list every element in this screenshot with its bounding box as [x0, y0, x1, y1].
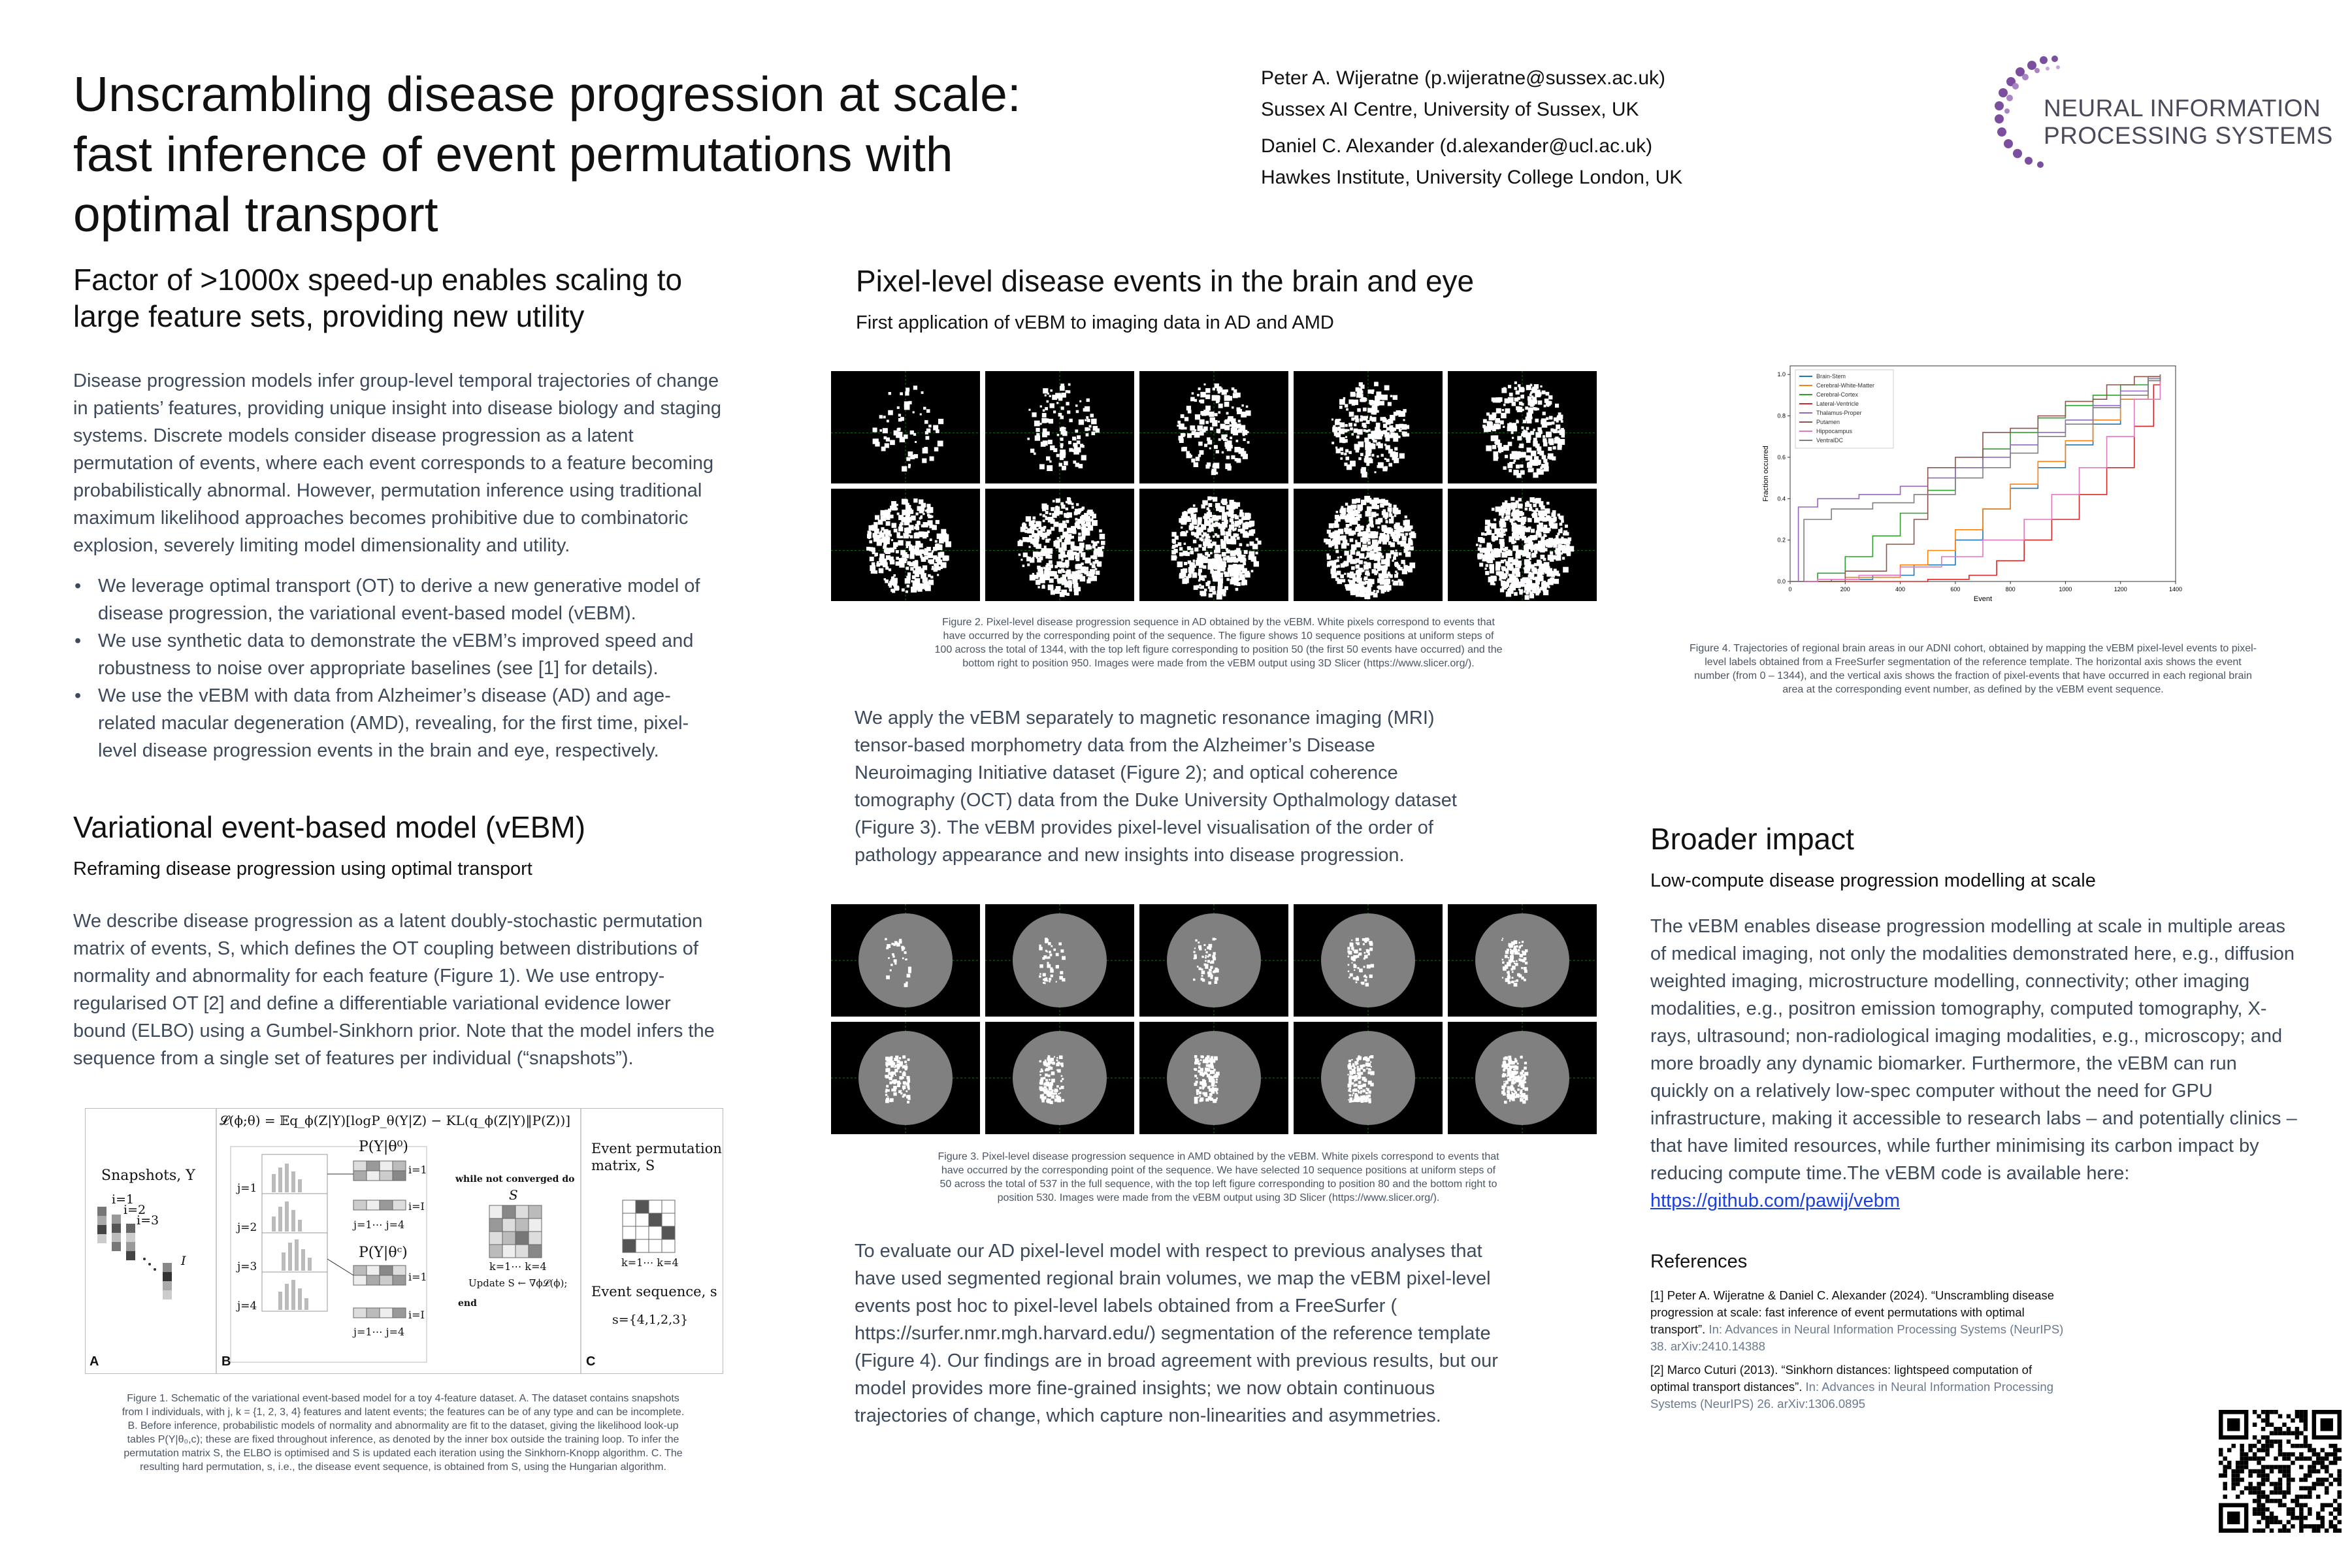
section-subheading-impact: Low-compute disease progression modelling at scale — [1650, 870, 2096, 891]
legend-entry: Lateral-Ventricle — [1816, 400, 1859, 407]
bullet-item: • We leverage optimal transport (OT) to derive a new generative model of disease progression, the variational event-based model (vEBM). — [73, 572, 727, 627]
j2-label: j=2 — [237, 1221, 257, 1234]
ref-line: Systems (NeurIPS) 26. arXiv:1306.0895 — [1650, 1397, 1866, 1411]
x-tick-label: 1000 — [2059, 586, 2072, 593]
x-tick-label: 1400 — [2168, 586, 2182, 593]
caption-line: Figure 4. Trajectories of regional brain areas in our ADNI cohort, obtained by mapping the vEBM pixel-level events to pixel- — [1690, 643, 2257, 654]
section-heading-impact: Broader impact — [1650, 822, 1854, 856]
brain-panel — [985, 371, 1134, 483]
heading-line-2: large feature sets, providing new utility — [73, 299, 585, 333]
neurips-logo-text — [2044, 95, 2333, 150]
brain-panel — [1294, 489, 1443, 601]
snapshots-label: Snapshots, Y — [101, 1168, 195, 1184]
eye-panel — [1294, 1022, 1443, 1134]
title-line-2: fast inference of event permutations with — [73, 127, 953, 182]
evperm-line-1: Event permutation — [591, 1141, 722, 1156]
logo-line-2: PROCESSING SYSTEMS — [2044, 122, 2333, 149]
heading-line-1: Factor of >1000x speed-up enables scaling to — [73, 263, 683, 297]
references — [1650, 1251, 2147, 1413]
i-eq-1-label: i=1 — [408, 1164, 427, 1176]
section-heading-speedup — [73, 261, 727, 335]
vebm-paragraph: We describe disease progression as a latent doubly-stochastic permutation matrix of events, S, which defines the OT coupling between distributions of normality and abnormality for each feature (Figure 1). We use entropy-regularised OT [2] and define a differentiable variational evidence lower bound (ELBO) using a Gumbel-Sinkhorn prior. Note that the model infers the sequence from a single set of features per individual (“snapshots”). — [73, 911, 715, 1069]
legend-entry: Thalamus-Proper — [1816, 410, 1862, 416]
caption-line: have occurred by the corresponding point of the sequence. The figure shows 10 sequence positions at uniform steps of — [943, 630, 1494, 642]
section-heading-vebm: Variational event-based model (vEBM) — [73, 810, 586, 844]
ref-line: progression at scale: fast inference of event permutations with optimal — [1650, 1305, 2025, 1319]
loop-while-label: while not converged do — [455, 1174, 575, 1184]
x-tick-label: 800 — [2005, 586, 2016, 593]
legend-entry: Hippocampus — [1816, 428, 1853, 434]
eye-panel — [985, 904, 1134, 1017]
i-eq-1-label: i=1 — [408, 1271, 427, 1283]
caption-line: tables P(Y|θ₀,c); these are fixed throughout inference, as denoted by the inner box outside the training loop. To infer the — [127, 1434, 679, 1445]
caption-line: Figure 2. Pixel-level disease progression sequence in AD obtained by the vEBM. White pixels correspond to events that — [942, 617, 1495, 628]
section-heading-pixel: Pixel-level disease events in the brain and eye — [856, 264, 1475, 298]
ref-venue: In: Advances in Neural Information Processing Systems (NeurIPS) — [1705, 1322, 2064, 1336]
panel-label-c: C — [586, 1354, 596, 1369]
ref-line: [2] Marco Cuturi (2013). “Sinkhorn distances: lightspeed computation of — [1650, 1363, 2033, 1377]
panel-label-b: B — [221, 1354, 231, 1369]
j4-label: j=4 — [237, 1299, 257, 1313]
reference-2 — [1650, 1362, 2147, 1413]
brain-panel — [1139, 489, 1288, 601]
chart-legend — [1795, 370, 1893, 448]
brain-panel — [831, 489, 980, 601]
y-axis-label: Fraction occurred — [1762, 446, 1770, 502]
impact-paragraph — [1650, 913, 2297, 1215]
caption-line: from I individuals, with j, k = {1, 2, 3, 4} features and latent events; the features can be of any type and can be incomplete. — [122, 1407, 685, 1418]
event-sequence-label: Event sequence, s — [591, 1284, 717, 1299]
author-1-name: Peter A. Wijeratne (p.wijeratne@sussex.ac.uk) — [1261, 67, 1666, 89]
figure-3-drawing — [831, 904, 1602, 1134]
i3-label: i=3 — [137, 1213, 159, 1228]
evaluation-paragraph: To evaluate our AD pixel-level model with respect to previous analyses that have used segmented regional brain volumes, we map the vEBM pixel-level events post hoc to pixel-level labels obtained from a FreeSurfer ( https://surfer.nmr.mgh.harvard.edu/) segmentation of the reference template (Figure 4). Our findings are in broad agreement with previous results, but our model provides more fine-grained insights; we now obtain continuous trajectories of change, which capture non-linearities and asymmetries. — [855, 1241, 1498, 1426]
author-2-name: Daniel C. Alexander (d.alexander@ucl.ac.uk) — [1261, 135, 1653, 157]
y-tick-label: 0.6 — [1777, 453, 1786, 461]
caption-line: number (from 0 – 1344), and the vertical axis shows the fraction of pixel-events that have occurred in each regional brain — [1694, 670, 2252, 681]
section-subheading-pixel: First application of vEBM to imaging data in AD and AMD — [856, 312, 1334, 333]
eye-panel — [1448, 904, 1597, 1017]
s-matrix-label: S — [509, 1187, 518, 1203]
caption-line: 50 across the total of 537 in the full sequence, with the top left figure corresponding to position 80 and the bottom right to — [939, 1179, 1497, 1190]
author-2-affiliation: Hawkes Institute, University College London, UK — [1261, 167, 1683, 188]
contribution-list — [73, 572, 727, 764]
figure-1-caption — [73, 1392, 733, 1474]
i2-label: i=2 — [123, 1203, 146, 1217]
caption-line: 100 across the total of 1344, with the top left figure corresponding to position 50 (the first 50 events have occurred) and the — [934, 644, 1503, 655]
legend-entry: Cerebral-Cortex — [1816, 391, 1859, 398]
figure-2-caption — [843, 615, 1594, 670]
loop-end-label: end — [458, 1298, 477, 1309]
caption-line: bottom right to position 950. Images were made from the vEBM output using 3D Slicer (https://www.slicer.org/). — [962, 658, 1475, 669]
qr-code-icon[interactable] — [2219, 1410, 2342, 1533]
eye-panel — [1139, 904, 1288, 1017]
j3-label: j=3 — [237, 1260, 257, 1273]
author-1-affiliation: Sussex AI Centre, University of Sussex, UK — [1261, 99, 1639, 120]
i-eq-I-label: i=I — [408, 1309, 425, 1321]
j-range-label: j=1⋯ j=4 — [353, 1326, 405, 1338]
figure-2-brain-grid — [831, 371, 1602, 601]
section-subheading-vebm: Reframing disease progression using optimal transport — [73, 858, 532, 879]
ref-line: [1] Peter A. Wijeratne & Daniel C. Alexander (2024). “Unscrambling disease — [1650, 1288, 2054, 1302]
x-tick-label: 400 — [1895, 586, 1906, 593]
caption-line: B. Before inference, probabilistic models of normality and abnormality are fit to the dataset, giving the likelihood look-up — [127, 1420, 679, 1431]
j-range-label: j=1⋯ j=4 — [353, 1218, 405, 1231]
caption-line: resulting hard permutation, s, i.e., the disease event sequence, is obtained from S, using the Hungarian algorithm. — [140, 1462, 666, 1473]
x-tick-label: 1200 — [2114, 586, 2127, 593]
caption-line: Figure 3. Pixel-level disease progression sequence in AMD obtained by the vEBM. White pixels correspond to events that — [938, 1151, 1499, 1162]
figure-1-schematic — [85, 1108, 723, 1374]
title-line-3: optimal transport — [73, 187, 438, 242]
section-broader-impact — [1650, 821, 2304, 1215]
event-sequence-value: s={4,1,2,3} — [612, 1313, 689, 1327]
title-line-1: Unscrambling disease progression at scale: — [73, 67, 1021, 122]
brain-panel — [985, 489, 1134, 601]
reference-1 — [1650, 1287, 2147, 1355]
trajectory-chart — [1751, 358, 2182, 613]
ref-line: transport”. — [1650, 1322, 1706, 1336]
intro-paragraph: Disease progression models infer group-level temporal trajectories of change in patients’ features, providing unique insight into disease biology and staging systems. Discrete models consider disease progression as a latent permutation of events, where each event corresponds to a feature becoming probabilistically abnormal. However, permutation inference using traditional maximum likelihood approaches becomes prohibitive due to combinatoric explosion, severely limiting model dimensionality and utility. — [73, 370, 722, 556]
brain-panel — [831, 371, 980, 483]
figure-3-eye-grid — [831, 904, 1602, 1134]
section-vebm — [73, 809, 727, 1072]
elbo-equation: 𝓛(ϕ;θ) = 𝔼q_ϕ(Z|Y)[logP_θ(Y|Z) − KL(q_ϕ(Z|Y)‖P(Z))] — [220, 1113, 571, 1128]
y-tick-label: 0.0 — [1777, 578, 1786, 585]
legend-entry: VentralDC — [1816, 437, 1844, 444]
figure-2-drawing — [831, 371, 1602, 601]
poster-title — [73, 64, 1092, 244]
section-speedup — [73, 261, 727, 764]
i1-label: i=1 — [112, 1192, 135, 1207]
bullet-item: • We use the vEBM with data from Alzheimer’s disease (AD) and age-related macular degeneration (AMD), revealing, for the first time, pixel-level disease progression events in the brain and eye, respectively. — [73, 682, 727, 764]
legend-entry: Brain-Stem — [1816, 373, 1846, 380]
panel-label-a: A — [90, 1354, 99, 1369]
imaging-paragraph: We apply the vEBM separately to magnetic resonance imaging (MRI) tensor-based morphometry data from the Alzheimer’s Disease Neuroimaging Initiative dataset (Figure 2); and optical coherence tomography (OCT) data from the Duke University Opthalmology dataset (Figure 3). The vEBM provides pixel-level visualisation of the order of pathology appearance and new insights into disease progression. — [855, 708, 1457, 866]
caption-line: level labels obtained from a FreeSurfer segmentation of the reference template. The horizontal axis shows the event — [1705, 657, 2242, 668]
figure-4-chart — [1751, 358, 2182, 613]
references-heading: References — [1650, 1251, 1748, 1272]
ref-line: optimal transport distances”. — [1650, 1380, 1803, 1394]
pyc-label: P(Y|θᶜ) — [359, 1245, 408, 1261]
caption-line: permutation matrix S, the ELBO is optimised and S is updated each iteration using the Sinkhorn-Knopp algorithm. C. The — [123, 1448, 683, 1459]
x-tick-label: 0 — [1788, 586, 1792, 593]
x-tick-label: 600 — [1950, 586, 1961, 593]
qr-code-drawing — [2219, 1410, 2342, 1533]
y-tick-label: 0.8 — [1777, 412, 1786, 419]
caption-line: have occurred by the corresponding point of the sequence. We have selected 10 sequence positions at uniform steps of — [941, 1165, 1496, 1176]
update-step-label: Update S ← ∇ϕ𝓛(ϕ); — [468, 1277, 568, 1289]
y-tick-label: 0.2 — [1777, 536, 1786, 544]
eye-panel — [985, 1022, 1134, 1134]
caption-line: Figure 1. Schematic of the variational event-based model for a toy 4-feature dataset. A. The dataset contains snapshots — [127, 1393, 679, 1404]
k-range-label-c: k=1⋯ k=4 — [621, 1256, 679, 1269]
x-axis-label: Event — [1973, 595, 1993, 603]
eye-panel — [831, 904, 980, 1017]
y-tick-label: 1.0 — [1777, 371, 1786, 378]
eye-panel — [1294, 904, 1443, 1017]
brain-panel — [1448, 489, 1597, 601]
caption-line: area at the corresponding event number, as defined by the vEBM event sequence. — [1782, 684, 2164, 695]
j1-label: j=1 — [237, 1182, 257, 1195]
eye-panel — [1448, 1022, 1597, 1134]
logo-line-1: NEURAL INFORMATION — [2044, 95, 2321, 122]
eye-panel — [1139, 1022, 1288, 1134]
k-range-label: k=1⋯ k=4 — [489, 1260, 547, 1273]
py0-label: P(Y|θ⁰) — [359, 1139, 408, 1155]
caption-line: position 530. Images were made from the vEBM output using 3D Slicer (https://www.slicer.org/). — [997, 1192, 1440, 1203]
eye-panel — [831, 1022, 980, 1134]
event-permutation-label — [591, 1140, 722, 1174]
author-block — [1261, 63, 1682, 193]
bullet-item: • We use synthetic data to demonstrate the vEBM’s improved speed and robustness to noise over appropriate baselines (see [1] for details). — [73, 627, 727, 682]
ref-venue: In: Advances in Neural Information Processing — [1802, 1380, 2053, 1394]
github-link[interactable]: https://github.com/pawij/vebm — [1650, 1190, 1901, 1211]
impact-text: The vEBM enables disease progression modelling at scale in multiple areas of medical imaging, not only the modalities demonstrated here, e.g., diffusion weighted imaging, microstructure modelling, connectivity; other imaging modalities, e.g., positron emission tomography, computed tomography, X-rays, ultrasound; non-radiological imaging modalities, e.g., microscopy; and more broadly any dynamic biomarker. Furthermore, the vEBM can run quickly on a relatively low-spec computer without the need for GPU infrastructure, making it accessible to research labs – and potentially clinics – that have limited resources, while further minimising its carbon impact by reducing compute time.The vEBM code is available here: — [1650, 916, 2297, 1184]
section-pixel-events — [856, 263, 1509, 334]
evperm-line-2: matrix, S — [591, 1158, 655, 1173]
legend-entry: Cerebral-White-Matter — [1816, 382, 1875, 389]
brain-panel — [1448, 371, 1597, 483]
brain-panel — [1294, 371, 1443, 483]
x-tick-label: 200 — [1840, 586, 1850, 593]
ref-line: 38. arXiv:2410.14388 — [1650, 1339, 1765, 1353]
brain-panel — [1139, 371, 1288, 483]
legend-entry: Putamen — [1816, 419, 1840, 425]
figure-4-caption — [1646, 642, 2300, 696]
y-tick-label: 0.4 — [1777, 495, 1786, 502]
i-eq-I-label: i=I — [408, 1200, 425, 1213]
iI-label: I — [181, 1254, 186, 1268]
figure-3-caption — [843, 1150, 1594, 1205]
